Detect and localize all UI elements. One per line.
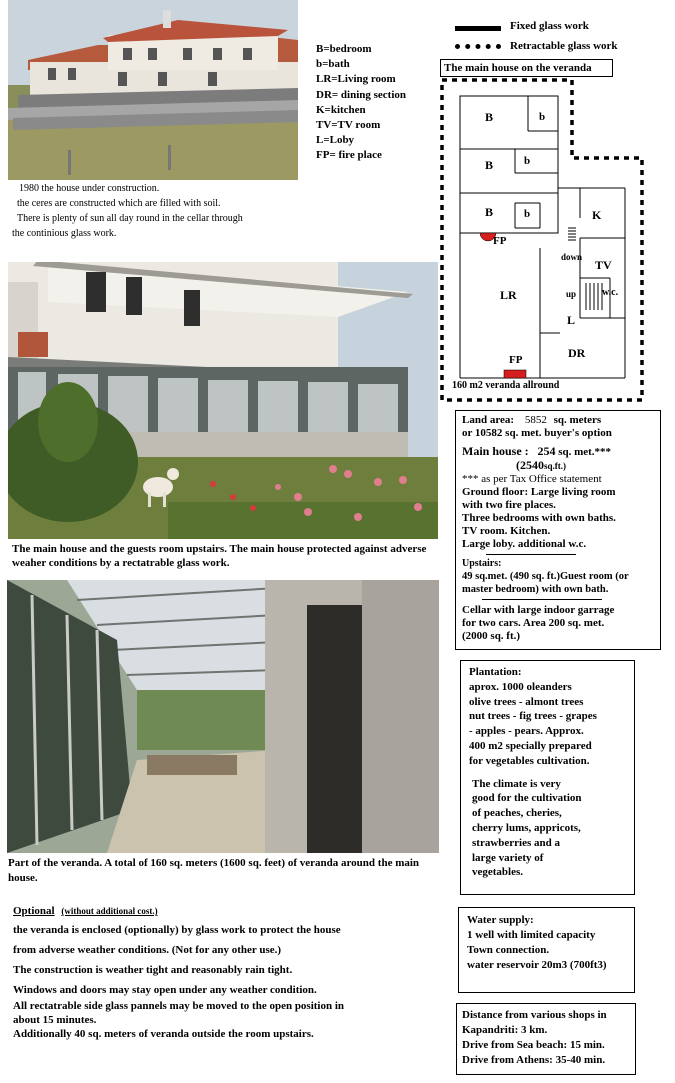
plan-title: The main house on the veranda xyxy=(440,59,613,77)
optional-line: from adverse weather conditions. (Not for any other use.) xyxy=(13,944,282,956)
optional-line: Additionally 40 sq. meters of veranda outside the room upstairs. xyxy=(13,1028,314,1040)
land-option: or 10582 sq. met. buyer's option xyxy=(462,427,612,439)
abbreviation-legend xyxy=(316,42,406,164)
room-fireplace-1: FP xyxy=(493,235,507,247)
distance-title: Distance from various shops in xyxy=(462,1009,607,1021)
optional-line: The construction is weather tight and reasonably rain tight. xyxy=(13,964,293,976)
ground-floor-line: TV room. Kitchen. xyxy=(462,525,551,537)
ground-floor-line: Three bedrooms with own baths. xyxy=(462,512,616,524)
main-house-unit: sq. met.*** xyxy=(558,446,612,458)
veranda-photo xyxy=(7,580,439,853)
optional-line: All rectatrable side glass pannels may be moved to the open position in xyxy=(13,1000,345,1012)
veranda-caption xyxy=(8,856,438,886)
caption-text: The main house and the guests room upstairs. The main house protected against adverse weaher conditions by a rectatrable glass work. xyxy=(12,543,427,569)
cellar-line: Cellar with large indoor garrage xyxy=(462,604,615,616)
floor-plan xyxy=(440,78,650,403)
land-area-label: Land area: xyxy=(462,414,515,426)
legend-item: TV=TV room xyxy=(316,119,381,132)
plantation-line: olive trees - almont trees xyxy=(469,695,584,708)
land-area-unit: sq. meters xyxy=(553,414,602,426)
upstairs-line: 49 sq.met. (490 sq. ft.)Guest room (or xyxy=(462,571,629,582)
optional-section xyxy=(13,905,433,1041)
retractable-glass-line xyxy=(455,44,501,49)
optional-title: Optional xyxy=(13,905,55,917)
land-area-box xyxy=(455,410,661,650)
climate-line: vegetables. xyxy=(472,866,524,879)
distance-line: Kapandriti: 3 km. xyxy=(462,1024,548,1036)
main-house-photo xyxy=(8,262,438,539)
tax-note: *** as per Tax Office statement xyxy=(462,473,602,485)
optional-line: about 15 minutes. xyxy=(13,1014,97,1026)
plantation-line: nut trees - fig trees - grapes xyxy=(469,710,597,723)
plantation-title: Plantation: xyxy=(469,666,522,678)
plantation-line: for vegetables cultivation. xyxy=(469,754,590,767)
retractable-glass-label: Retractable glass work xyxy=(510,40,618,52)
plan-footer: 160 m2 veranda allround xyxy=(452,380,560,391)
divider xyxy=(486,554,576,555)
legend-item: L=Loby xyxy=(316,134,355,147)
legend-item: B=bedroom xyxy=(316,43,372,55)
main-house-value: 254 xyxy=(537,444,556,458)
plantation-box xyxy=(460,660,635,895)
room-bedroom-2: B xyxy=(485,158,494,172)
legend-item: LR=Living room xyxy=(316,73,396,86)
plantation-line: 400 m2 specially prepared xyxy=(469,739,592,752)
room-bath-2: b xyxy=(524,155,531,167)
cellar-line: (2000 sq. ft.) xyxy=(462,630,521,642)
room-dining: DR xyxy=(568,346,586,360)
construction-caption xyxy=(12,181,243,241)
room-tv: TV xyxy=(595,258,612,272)
room-bedroom-1: B xyxy=(485,110,494,124)
plantation-line: aprox. 1000 oleanders xyxy=(469,680,572,693)
construction-photo xyxy=(8,0,298,180)
room-kitchen: K xyxy=(592,208,602,222)
water-line: water reservoir 20m3 (700ft3) xyxy=(467,959,607,971)
divider xyxy=(482,599,602,600)
optional-line: Windows and doors may stay open under any weather condition. xyxy=(13,984,317,996)
ground-floor-line: with two fire places. xyxy=(462,499,556,511)
climate-line: large variety of xyxy=(472,851,544,864)
distance-line: Drive from Athens: 35-40 min. xyxy=(462,1054,606,1066)
upstairs-label: Upstairs: xyxy=(462,558,502,569)
legend-item: DR= dining section xyxy=(316,88,407,101)
room-bath-1: b xyxy=(539,111,546,123)
upstairs-line: master bedroom) with own bath. xyxy=(462,584,609,595)
room-fireplace-2: FP xyxy=(509,354,523,366)
ground-floor-line: Ground floor: Large living room xyxy=(462,486,616,498)
main-house-ft-unit: sq.ft.) xyxy=(544,461,566,471)
plantation-line: - apples - pears. Approx. xyxy=(469,725,584,738)
caption-line: There is plenty of sun all day round in the cellar through xyxy=(17,213,243,224)
distance-line: Drive from Sea beach: 15 min. xyxy=(462,1039,605,1051)
legend-item: b=bath xyxy=(316,58,350,71)
water-title: Water supply: xyxy=(467,914,534,926)
caption-line: the continious glass work. xyxy=(12,228,117,239)
room-bath-3: b xyxy=(524,208,531,220)
climate-line: strawberries and a xyxy=(472,836,560,849)
ground-floor-line: Large loby. additional w.c. xyxy=(462,538,587,550)
fixed-glass-label: Fixed glass work xyxy=(510,20,589,32)
cellar-line: for two cars. Area 200 sq. met. xyxy=(462,617,605,629)
legend-item: FP= fire place xyxy=(316,149,382,162)
climate-line: good for the cultivation xyxy=(472,792,582,805)
room-bedroom-3: B xyxy=(485,205,494,219)
main-house-ft: (2540 xyxy=(516,458,544,472)
main-house-caption xyxy=(12,542,437,570)
room-stairs-down: down xyxy=(561,252,583,262)
climate-line: of peaches, cheries, xyxy=(472,807,562,820)
caption-line: the ceres are constructed which are filled with soil. xyxy=(17,198,221,209)
caption-text: Part of the veranda. A total of 160 sq. meters (1600 sq. feet) of veranda around the main house. xyxy=(8,857,420,884)
room-stairs-up: up xyxy=(566,289,577,299)
water-supply-box xyxy=(458,907,635,993)
room-wc: w.c. xyxy=(602,287,619,298)
land-area-value: 5852 xyxy=(524,414,547,426)
caption-line: 1980 the house under construction. xyxy=(19,183,160,194)
main-house-label: Main house : xyxy=(462,444,529,458)
water-line: Town connection. xyxy=(467,944,550,956)
fixed-glass-line xyxy=(455,26,501,31)
room-living: LR xyxy=(500,288,517,302)
climate-line: The climate is very xyxy=(472,777,561,790)
room-lobby: L xyxy=(567,313,576,327)
legend-item: K=kitchen xyxy=(316,103,366,116)
distance-box xyxy=(456,1003,636,1075)
water-line: 1 well with limited capacity xyxy=(467,929,596,941)
climate-line: cherry lums, appricots, xyxy=(472,821,581,834)
optional-line: the veranda is enclosed (optionally) by glass work to protect the house xyxy=(13,924,341,936)
optional-note: (without additional cost.) xyxy=(61,906,158,916)
